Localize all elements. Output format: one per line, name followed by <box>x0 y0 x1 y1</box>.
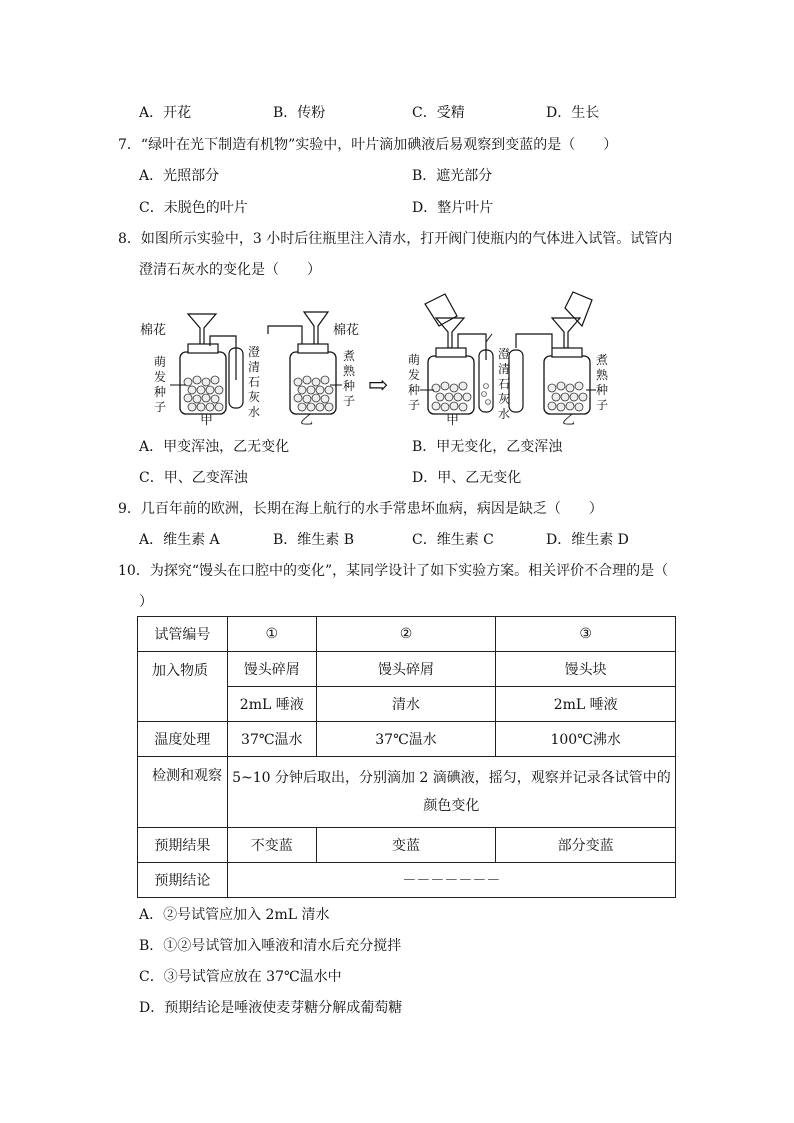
table-cell: 5~10 分钟后取出，分别滴加 2 滴碘液，摇匀，观察并记录各试管中的颜色变化 <box>227 757 675 828</box>
table-row <box>138 757 676 828</box>
label-yi-left: 乙 <box>300 413 314 428</box>
label-jia-right: 甲 <box>446 413 460 428</box>
table-cell: ② <box>316 617 496 652</box>
q9-option-d: D．维生素 D <box>546 532 629 548</box>
label-sprout-left: 萌发种子 <box>154 355 167 414</box>
q10-option-c: C．③号试管应放在 37℃温水中 <box>139 969 342 985</box>
q7-option-b: B．遮光部分 <box>412 168 493 184</box>
table-cell: 温度处理 <box>138 722 228 757</box>
seed-respiration-figure <box>140 290 620 430</box>
table-cell: 预期结论 <box>138 863 228 898</box>
label-limewater-left: 澄清石灰水 <box>248 345 261 419</box>
beaker-left <box>425 294 457 326</box>
table-cell: 2mL 唾液 <box>227 687 316 722</box>
label-cotton-left: 棉花 <box>140 323 167 338</box>
table-row <box>138 617 676 652</box>
q9-stem: 9．几百年前的欧洲，长期在海上航行的水手常患坏血病，病因是缺乏（ ） <box>118 501 603 517</box>
table-cell: 清水 <box>316 687 496 722</box>
table-cell: 检测和观察 <box>138 757 228 828</box>
table-cell: 部分变蓝 <box>496 828 676 863</box>
table-cell: 加入物质 <box>138 652 228 722</box>
q6-option-c: C．受精 <box>412 105 465 121</box>
q10-option-b: B．①②号试管加入唾液和清水后充分搅拌 <box>139 938 402 954</box>
table-cell: 100℃沸水 <box>496 722 676 757</box>
label-yi-right: 乙 <box>562 413 576 428</box>
table-cell: 37℃温水 <box>316 722 496 757</box>
table-cell: ③ <box>496 617 676 652</box>
table-row <box>138 652 676 687</box>
label-sprout-right: 萌发种子 <box>408 353 421 412</box>
q8-option-d: D．甲、乙无变化 <box>412 470 522 486</box>
beaker-right <box>565 292 592 326</box>
table-cell: 预期结果 <box>138 828 228 863</box>
q8-stem-line1: 8．如图所示实验中，3 小时后往瓶里注入清水，打开阀门使瓶内的气体进入试管。试管内 <box>118 231 673 247</box>
label-boiled-right: 煮熟种子 <box>343 349 356 408</box>
transition-arrow: ⇨ <box>368 371 389 399</box>
table-cell: 变蓝 <box>316 828 496 863</box>
q10-stem-line2: ） <box>139 594 153 610</box>
table-row <box>138 828 676 863</box>
label-jia-left: 甲 <box>200 413 214 428</box>
q6-option-b: B．传粉 <box>273 105 326 121</box>
q7-option-c: C．未脱色的叶片 <box>139 200 248 216</box>
q7-stem: 7．“绿叶在光下制造有机物”实验中，叶片滴加碘液后易观察到变蓝的是（ ） <box>118 137 618 153</box>
table-cell: 不变蓝 <box>227 828 316 863</box>
q8-stem-line2: 澄清石灰水的变化是（ ） <box>139 262 321 278</box>
q8-option-a: A．甲变浑浊，乙无变化 <box>139 439 290 455</box>
q9-option-c: C．维生素 C <box>412 532 494 548</box>
table-cell: 馒头碎屑 <box>227 652 316 687</box>
table-row <box>138 863 676 898</box>
table-cell: 馒头碎屑 <box>316 652 496 687</box>
experiment-table <box>137 616 676 898</box>
table-cell: 2mL 唾液 <box>496 687 676 722</box>
table-cell: 馒头块 <box>496 652 676 687</box>
q10-stem-line1: 10．为探究“馒头在口腔中的变化”，某同学设计了如下实验方案。相关评价不合理的是（ <box>118 563 669 579</box>
table-cell: ① <box>227 617 316 652</box>
q7-option-a: A．光照部分 <box>139 168 220 184</box>
q8-option-c: C．甲、乙变浑浊 <box>139 470 248 486</box>
table-row <box>138 722 676 757</box>
label-limewater-right: 澄清石灰水 <box>498 347 511 421</box>
q9-option-a: A．维生素 A <box>139 532 220 548</box>
q6-option-a: A．开花 <box>139 105 192 121</box>
label-cotton-right: 棉花 <box>333 323 360 338</box>
q8-option-b: B．甲无变化，乙变浑浊 <box>412 439 563 455</box>
label-boiled-right2: 煮熟种子 <box>596 353 609 412</box>
q10-option-d: D．预期结论是唾液使麦芽糖分解成葡萄糖 <box>139 1000 403 1016</box>
table-cell: 37℃温水 <box>227 722 316 757</box>
q6-option-d: D．生长 <box>546 105 600 121</box>
q10-option-a: A．②号试管应加入 2mL 清水 <box>139 907 330 923</box>
q7-option-d: D．整片叶片 <box>412 200 494 216</box>
table-cell: －－－－－－－ <box>227 863 675 898</box>
table-cell: 试管编号 <box>138 617 228 652</box>
q9-option-b: B．维生素 B <box>273 532 355 548</box>
